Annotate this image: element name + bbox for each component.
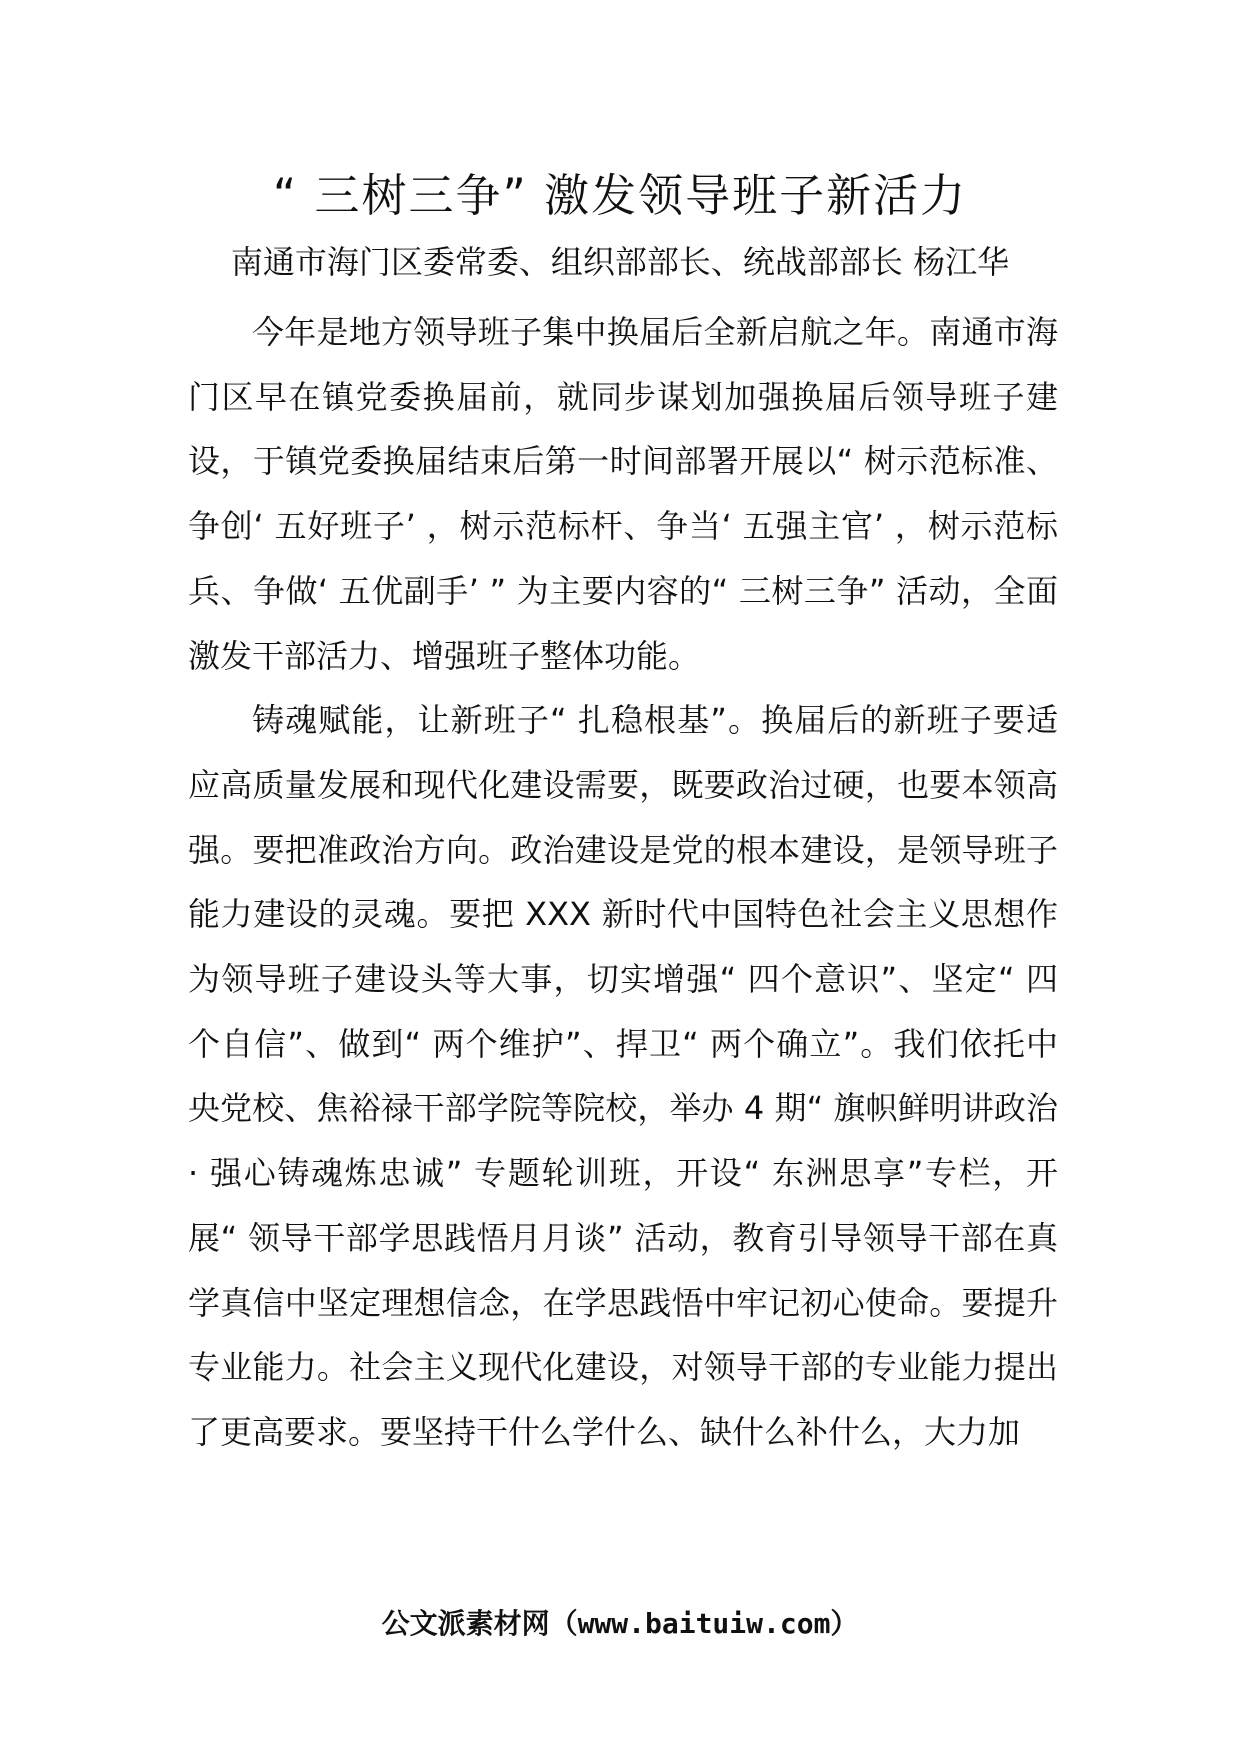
paragraph-intro: 今年是地方领导班子集中换届后全新启航之年。南通市海门区早在镇党委换届前，就同步谋划加强换届后领导班子建设，于镇党委换届结束后第一时间部署开展以“ 树示范标准、争创‘ 五好班子’ ，树示范标杆、争当‘ 五强主官’ ，树示范标兵、争做‘ 五优副手’ ” 为主要内容的“ 三树三争” 活动，全面激发干部活力、增强班子整体功能。	[188, 313, 1058, 675]
page-footer-watermark: 公文派素材网（www.baituiw.com）	[381, 1607, 859, 1640]
article-body	[188, 300, 1058, 1465]
author-byline: 南通市海门区委常委、组织部部长、统战部部长 杨江华	[230, 243, 1010, 281]
paragraph-section-1: 铸魂赋能，让新班子“ 扎稳根基”。换届后的新班子要适应高质量发展和现代化建设需要，既要政治过硬，也要本领高强。要把准政治方向。政治建设是党的根本建设，是领导班子能力建设的灵魂。要把 XXX 新时代中国特色社会主义思想作为领导班子建设头等大事，切实增强“ 四个意识”、坚定“ 四个自信”、做到“ 两个维护”、捍卫“ 两个确立”。我们依托中央党校、焦裕禄干部学院等院校，举办 4 期“ 旗帜鲜明讲政治· 强心铸魂炼忠诚” 专题轮训班，开设“ 东洲思享”专栏，开展“ 领导干部学思践悟月月谈” 活动，教育引导领导干部在真学真信中坚定理想信念，在学思践悟中牢记初心使命。要提升专业能力。社会主义现代化建设，对领导干部的专业能力提出了更高要求。要坚持干什么学什么、缺什么补什么，大力加	[188, 701, 1058, 1451]
article-title: “ 三树三争” 激发领导班子新活力	[272, 169, 968, 222]
